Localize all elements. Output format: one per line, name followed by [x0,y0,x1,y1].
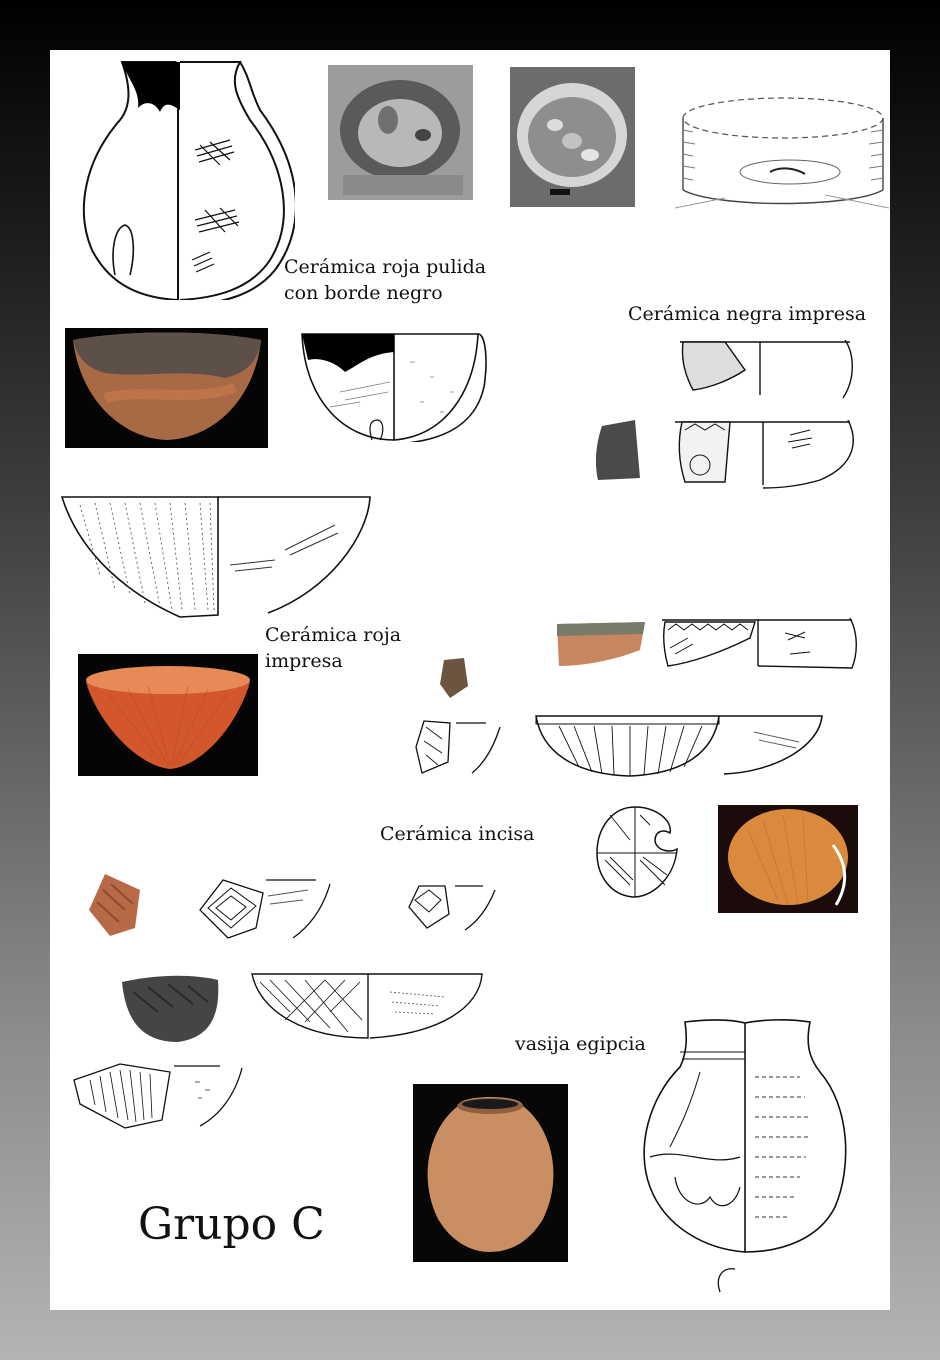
black-impressed-sherd-drawing-2 [670,420,860,490]
incised-sherd-drawing-1 [198,878,333,940]
incised-sherd-photo-1 [85,870,145,940]
black-impressed-sherd-photo [590,418,645,488]
label-roja-impresa-line2: impresa [265,650,343,672]
black-incised-bowl-drawing [250,972,490,1042]
incised-round-sherd-drawing [595,805,680,900]
black-impressed-sherd-drawing-1 [675,340,860,400]
label-vasija-egipcia: vasija egipcia [515,1033,646,1055]
incised-sherd-drawing-2 [407,882,497,934]
tomb-reconstruction-drawing [675,90,890,210]
label-roja-pulida-line2: con borde negro [284,282,443,304]
tomb-photo-2 [510,67,635,207]
label-negra-impresa: Cerámica negra impresa [628,303,867,325]
incised-bowl-drawing [534,712,824,780]
egyptian-vessel-photo [413,1084,568,1262]
black-topped-bowl-drawing [300,332,490,442]
label-incisa: Cerámica incisa [380,823,535,845]
black-topped-bowl-photo [65,328,268,448]
illustration-plate [50,50,890,1310]
red-impressed-bowl-drawing [60,495,375,620]
small-sherd-photo [436,656,472,700]
label-roja-pulida-line1: Cerámica roja pulida [284,256,487,278]
tomb-photo-1 [328,65,473,200]
small-sherd-drawing-1 [412,717,502,777]
egyptian-vessel-drawing [640,1017,855,1299]
page-title: Grupo C [138,1199,325,1250]
red-impressed-rim-drawing [660,618,860,670]
label-roja-impresa-line1: Cerámica roja [265,624,402,646]
black-topped-jar-drawing [80,60,295,300]
incised-sherd-drawing-3 [70,1060,250,1130]
label-roja-pulida [284,254,486,306]
incised-bowl-photo [718,805,858,913]
black-incised-bowl-photo [118,972,223,1044]
red-impressed-rim-photo [555,620,647,668]
label-roja-impresa [265,622,401,674]
red-impressed-bowl-photo [78,654,258,776]
